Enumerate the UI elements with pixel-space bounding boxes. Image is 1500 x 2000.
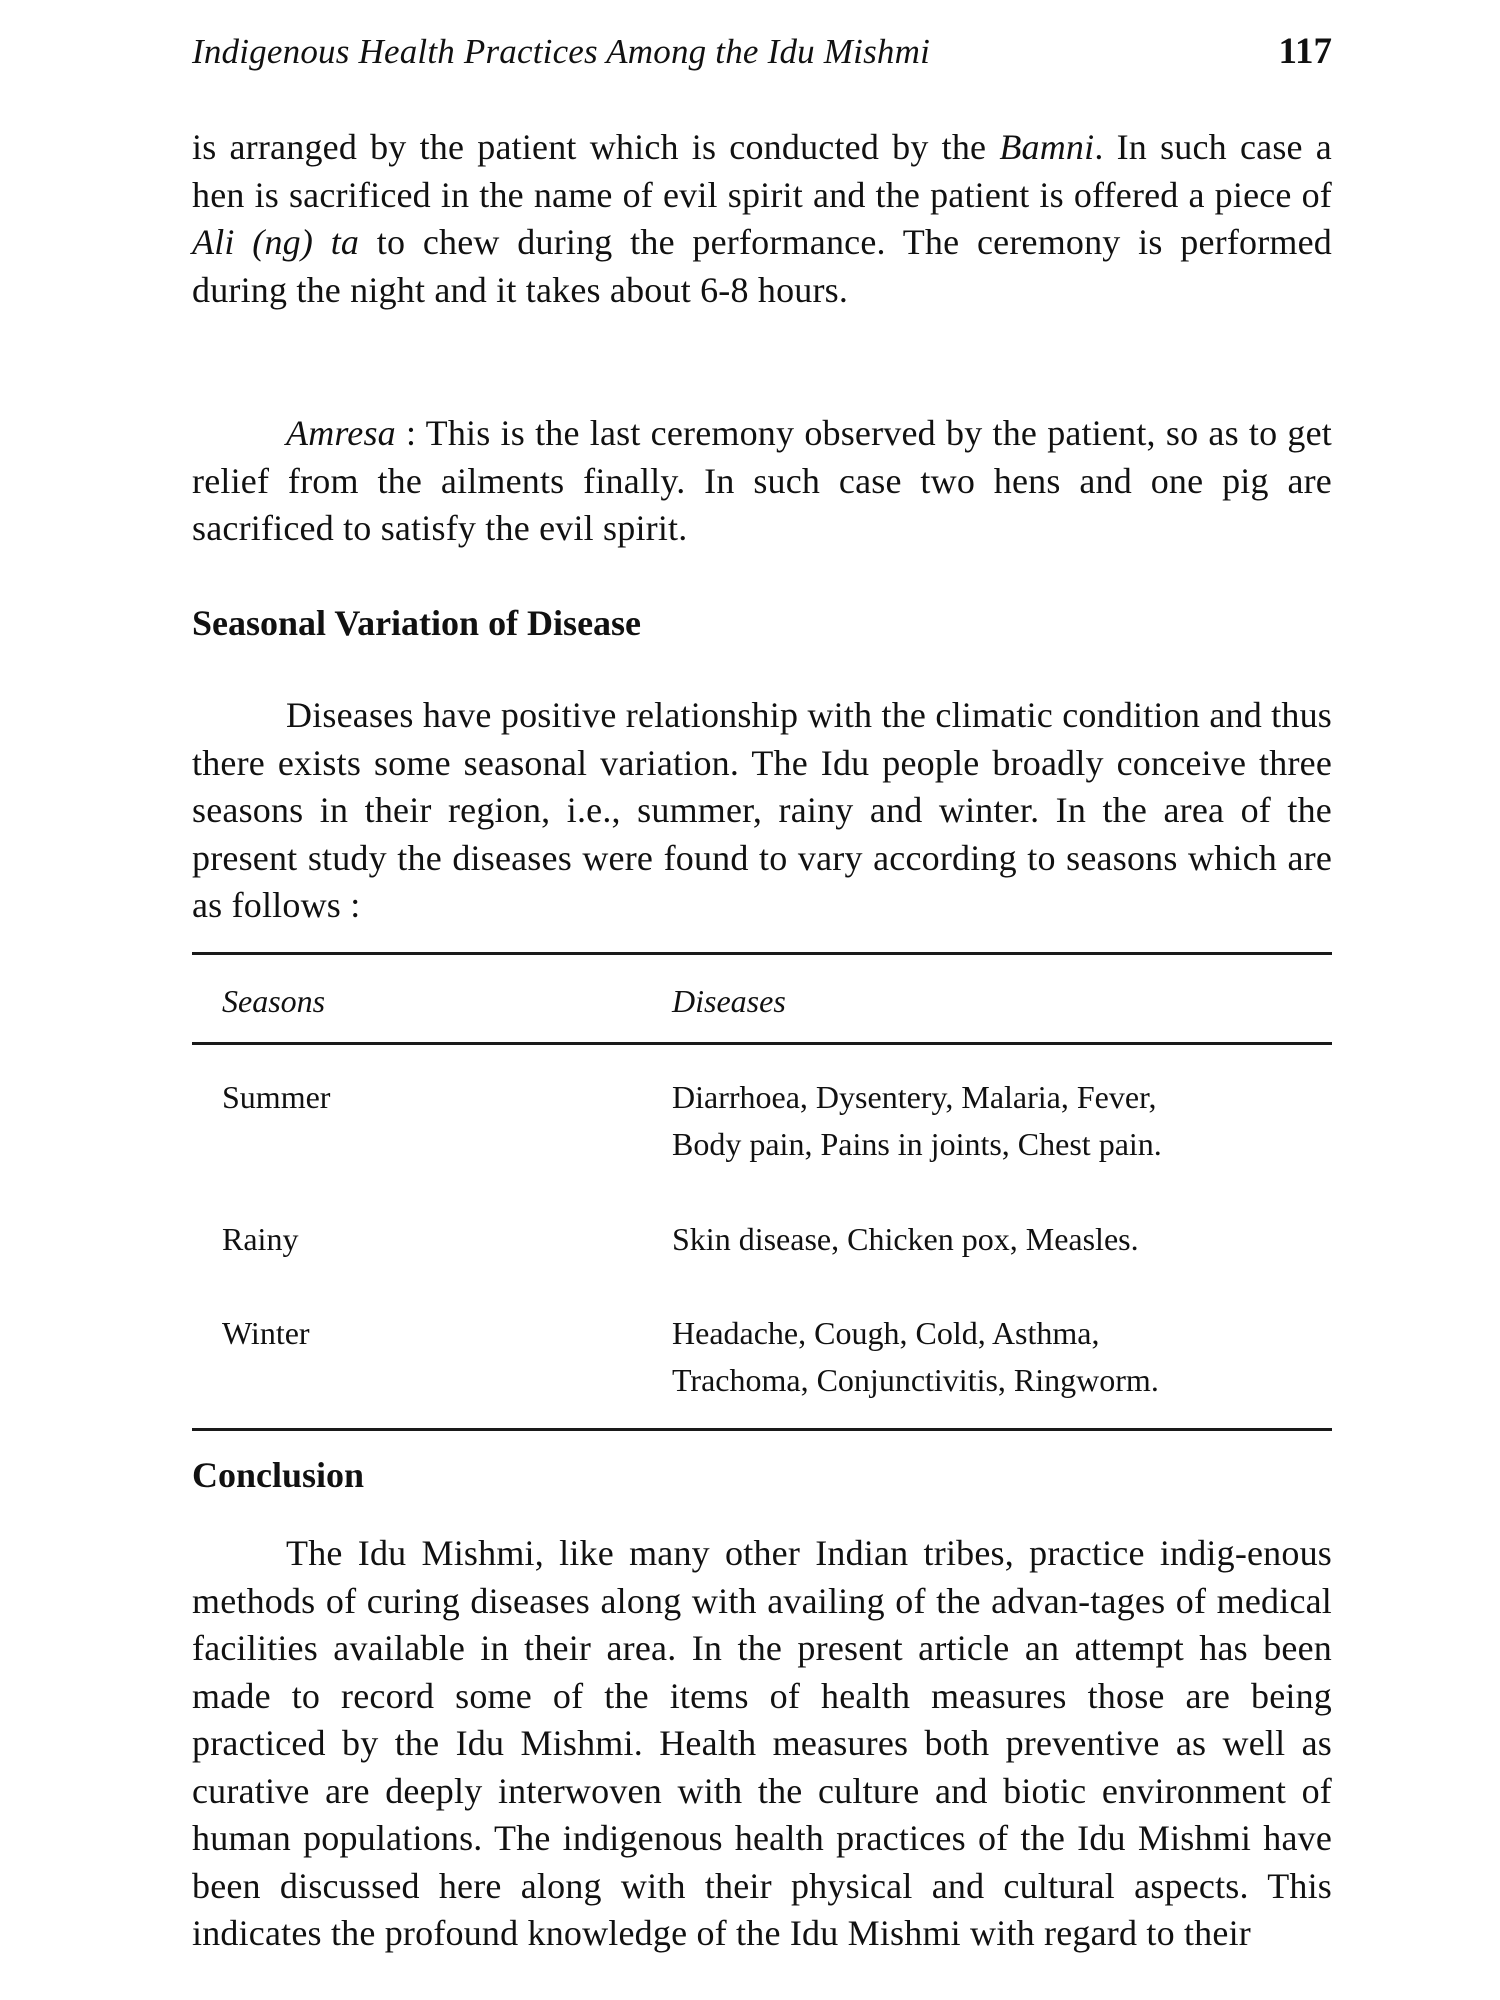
season-cell: Winter	[222, 1315, 310, 1351]
season-cell: Rainy	[222, 1221, 299, 1257]
diseases-line: Body pain, Pains in joints, Chest pain.	[672, 1126, 1162, 1162]
diseases-line: Trachoma, Conjunctivitis, Ringworm.	[672, 1362, 1159, 1398]
term-amresa: Amresa	[286, 413, 396, 453]
amresa-text: : This is the last ceremony observed by the patient, so as to get relief from the ailments finally. In such case two hens and one pig are sacrificed to satisfy the evil spirit.	[192, 413, 1332, 548]
intro-paragraph-text	[192, 124, 1332, 314]
diseases-cell	[672, 1216, 1312, 1263]
table-header-diseases: Diseases	[672, 983, 786, 1019]
seasonal-paragraph	[192, 692, 1332, 930]
conclusion-heading-block	[192, 1452, 1332, 1499]
term-bamni: Bamni	[999, 127, 1095, 167]
intro-text-part-2: . In such case a hen is sacrificed in the name of evil spirit and the patient is offered a piece of	[192, 127, 1332, 215]
section-heading-conclusion: Conclusion	[192, 1455, 365, 1495]
intro-text-part-3: to chew during the performance. The ceremony is performed during the night and it takes about 6-8 hours.	[192, 222, 1332, 310]
section-heading-seasonal: Seasonal Variation of Disease	[192, 603, 642, 643]
diseases-line: Skin disease, Chicken pox, Measles.	[672, 1221, 1139, 1257]
diseases-line: Headache, Cough, Cold, Asthma,	[672, 1315, 1100, 1351]
season-cell: Summer	[222, 1079, 331, 1115]
intro-text-part-1: is arranged by the patient which is conducted by the	[192, 127, 1000, 167]
page-number: 117	[1278, 31, 1332, 72]
conclusion-paragraph	[192, 1530, 1332, 1958]
table-bottom-rule	[192, 1428, 1332, 1431]
seasonal-heading-block	[192, 600, 1332, 647]
diseases-cell	[672, 1310, 1312, 1404]
running-title: Indigenous Health Practices Among the Idu Mishmi	[192, 32, 931, 71]
conclusion-paragraph-text: The Idu Mishmi, like many other Indian tribes, practice indig-enous methods of curing diseases along with availing of the advan-tages of medical facilities available in their area. In the present article an attempt has been made to record some of the items of health measures those are being practiced by the Idu Mishmi. Health measures both preventive as well as curative are deeply interwoven with the culture and biotic environment of human populations. The indigenous health practices of the Idu Mishmi have been discussed here along with their physical and cultural aspects. This indicates the profound knowledge of the Idu Mishmi with regard to their	[192, 1533, 1332, 1953]
table-top-rule	[192, 952, 1332, 955]
table-header-rule	[192, 1042, 1332, 1045]
table-header-seasons: Seasons	[222, 983, 326, 1019]
amresa-paragraph	[192, 410, 1332, 553]
diseases-cell	[672, 1074, 1312, 1168]
running-head	[192, 30, 1332, 74]
intro-paragraph	[192, 124, 1332, 314]
term-ali-ng-ta: Ali (ng) ta	[192, 222, 360, 262]
amresa-paragraph-text	[192, 410, 1332, 553]
diseases-line: Diarrhoea, Dysentery, Malaria, Fever,	[672, 1079, 1157, 1115]
seasonal-paragraph-text: Diseases have positive relationship with the climatic condition and thus there exists some seasonal variation. The Idu people broadly conceive three seasons in their region, i.e., summer, rainy and winter. In the area of the present study the diseases were found to vary according to seasons which are as follows :	[192, 695, 1332, 925]
